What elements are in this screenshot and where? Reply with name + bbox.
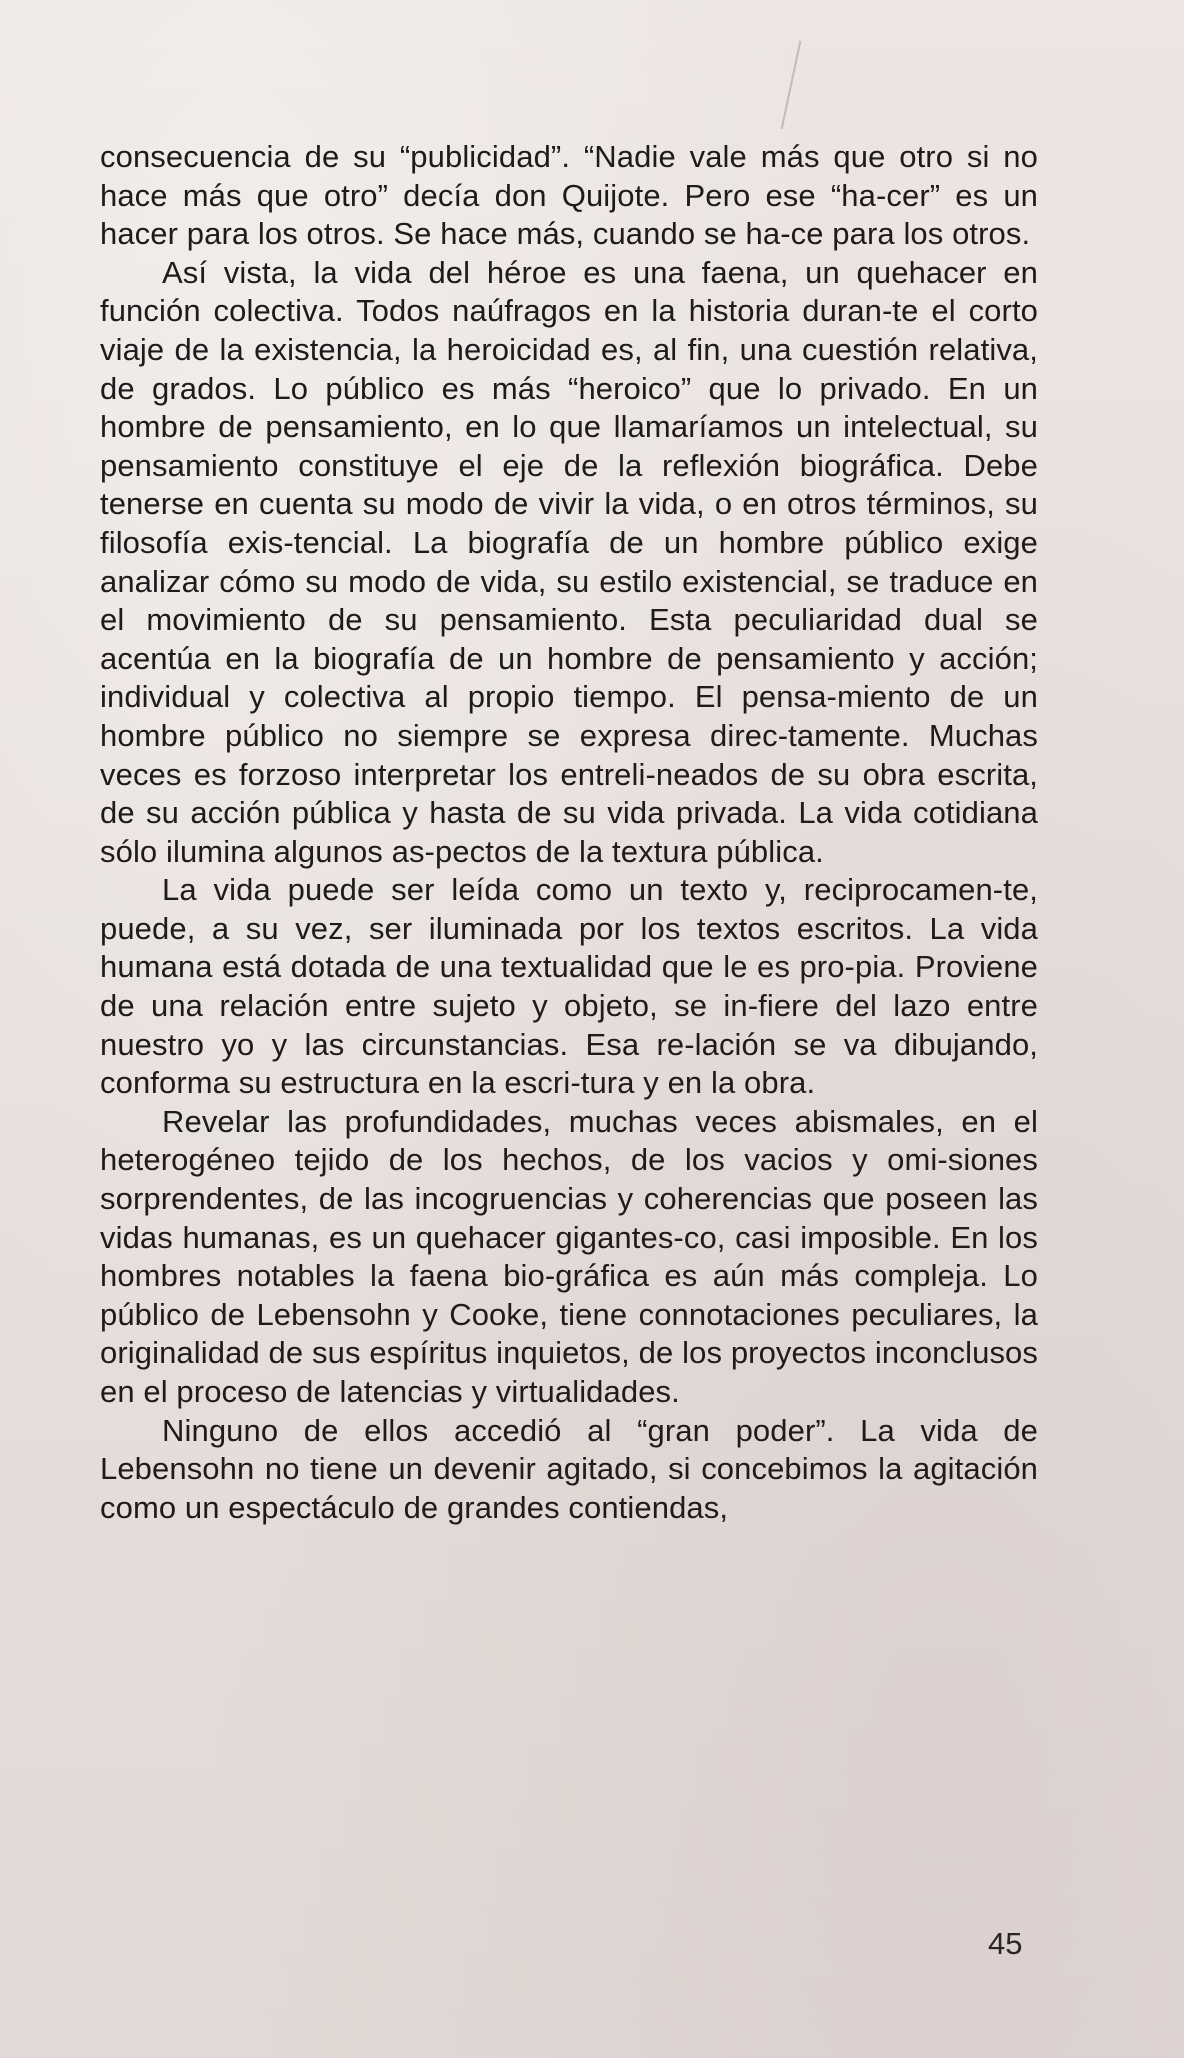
paragraph-1: consecuencia de su “publicidad”. “Nadie vale más que otro si no hace más que otro” decía don Quijote. Pero ese “ha-cer” es un hacer para los otros. Se hace más, cuando se ha-ce para los otros. <box>100 139 1038 252</box>
paragraph-5: Ninguno de ellos accedió al “gran poder”. La vida de Lebensohn no tiene un devenir agitado, si concebimos la agitación como un espectáculo de grandes contiendas, <box>100 1412 1038 1525</box>
page-crease <box>781 41 802 129</box>
paragraph-3: La vida puede ser leída como un texto y, reciprocamen-te, puede, a su vez, ser iluminada por los textos escritos. La vida humana está dotada de una textualidad que le es pro-pia. Proviene de una relación entre sujeto y objeto, se in-fiere del lazo entre nuestro yo y las circunstancias. Esa re-lación se va dibujando, conforma su estructura en la escri-tura y en la obra. <box>100 872 1038 1101</box>
paragraph-4: Revelar las profundidades, muchas veces abismales, en el heterogéneo tejido de los hechos, de los vacios y omi-siones sorprendentes, de las incogruencias y coherencias que poseen las vidas humanas, es un quehacer gigantes-co, casi imposible. En los hombres notables la faena bio-gráfica es aún más compleja. Lo público de Lebensohn y Cooke, tiene connotaciones peculiares, la originalidad de sus espíritus inquietos, de los proyectos inconclusos en el proceso de latencias y virtualidades. <box>100 1103 1038 1409</box>
body-text <box>100 138 1038 1527</box>
paragraph-2: Así vista, la vida del héroe es una faena, un quehacer en función colectiva. Todos naúfragos en la historia duran-te el corto viaje de la existencia, la heroicidad es, al fin, una cuestión relativa, de grados. Lo público es más “heroico” que lo privado. En un hombre de pensamiento, en lo que llamaríamos un intelectual, su pensamiento constituye el eje de la reflexión biográfica. Debe tenerse en cuenta su modo de vivir la vida, o en otros términos, su filosofía exis-tencial. La biografía de un hombre público exige analizar cómo su modo de vida, su estilo existencial, se traduce en el movimiento de su pensamiento. Esta peculiaridad dual se acentúa en la biografía de un hombre de pensamiento y acción; individual y colectiva al propio tiempo. El pensa-miento de un hombre público no siempre se expresa direc-tamente. Muchas veces es forzoso interpretar los entreli-neados de su obra escrita, de su acción pública y hasta de su vida privada. La vida cotidiana sólo ilumina algunos as-pectos de la textura pública. <box>100 254 1038 869</box>
page-number: 45 <box>988 1926 1023 1961</box>
